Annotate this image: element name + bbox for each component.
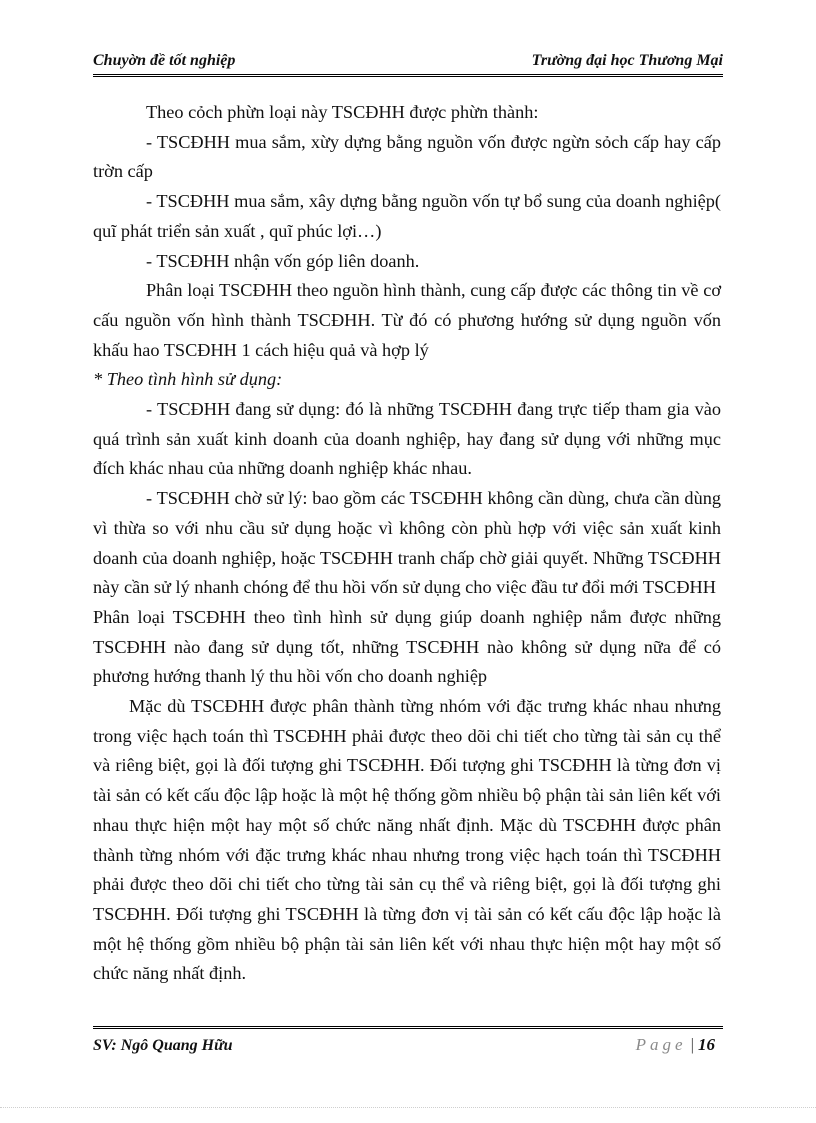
page-label: Page — [635, 1035, 687, 1054]
paragraph: - TSCĐHH chờ sử lý: bao gồm các TSCĐHH không cần dùng, chưa cần dùng vì thừa so với nhu cầu sử dụng hoặc vì không còn phù hợp với việc sản xuất kinh doanh của doanh nghiệp, hoặc TSCĐHH tranh chấp chờ giải quyết. Những TSCĐHH này cần sử lý nhanh chóng để thu hồi vốn sử dụng cho việc đầu tư đổi mới TSCĐHH — [93, 488, 721, 598]
paragraph: - TSCĐHH nhận vốn góp liên doanh. — [146, 250, 420, 271]
paragraph: Phân loại TSCĐHH theo tình hình sử dụng giúp doanh nghiệp nắm được những TSCĐHH nào đang sử dụng tốt, những TSCĐHH nào không sử dụng nữa để có phương hướng thanh lý thu hồi vốn cho doanh nghiệp — [93, 606, 721, 687]
header-left-title: Chuyờn đề tốt nghiệp — [93, 52, 236, 69]
bottom-divider — [0, 1107, 816, 1108]
document-body — [93, 98, 721, 989]
footer-page-indicator — [636, 1035, 715, 1055]
paragraph: - TSCĐHH mua sắm, xừy dựng bằng nguồn vốn được ngừn sỏch cấp hay cấp trờn cấp — [93, 131, 721, 182]
paragraph: Mặc dù TSCĐHH được phân thành từng nhóm với đặc trưng khác nhau nhưng trong việc hạch toán thì TSCĐHH phải được theo dõi chi tiết cho từng tài sản cụ thể và riêng biệt, gọi là đối tượng ghi TSCĐHH. Đối tượng ghi TSCĐHH là từng đơn vị tài sản có kết cấu độc lập hoặc là một hệ thống gồm nhiều bộ phận tài sản liên kết với nhau thực hiện một hay một số chức năng nhất định. Mặc dù TSCĐHH được phân thành từng nhóm với đặc trưng khác nhau nhưng trong việc hạch toán thì TSCĐHH phải được theo dõi chi tiết cho từng tài sản cụ thể và riêng biệt, gọi là đối tượng ghi TSCĐHH. Đối tượng ghi TSCĐHH là từng đơn vị tài sản có kết cấu độc lập hoặc là một hệ thống gồm nhiều bộ phận tài sản liên kết với nhau thực hiện một hay một số chức năng nhất định. — [93, 696, 721, 984]
page-separator: | — [690, 1035, 694, 1054]
paragraph: Theo cỏch phừn loại này TSCĐHH được phừn thành: — [146, 102, 539, 122]
paragraph: Phân loại TSCĐHH theo nguồn hình thành, cung cấp được các thông tin về cơ cấu nguồn vốn hình thành TSCĐHH. Từ đó có phương hướng sử dụng nguồn vốn khấu hao TSCĐHH 1 cách hiệu quả và hợp lý — [93, 280, 721, 360]
paragraph: * Theo tình hình sử dụng: — [93, 369, 283, 390]
footer-author: SV: Ngô Quang Hữu — [93, 1037, 233, 1054]
header-right-title: Trường đại học Thương Mại — [531, 52, 723, 69]
paragraph: - TSCĐHH mua sắm, xây dựng bằng nguồn vốn tự bổ sung của doanh nghiệp( quĩ phát triển sản xuất , quĩ phúc lợi…) — [93, 191, 721, 241]
paragraph: - TSCĐHH đang sử dụng: đó là những TSCĐHH đang trực tiếp tham gia vào quá trình sản xuất kinh doanh của doanh nghiệp, hay đang sử dụng với những mục đích khác nhau của những doanh nghiệp khác nhau. — [93, 399, 721, 479]
page-number: 16 — [698, 1035, 715, 1054]
page-footer — [93, 1026, 723, 1053]
page-header — [93, 52, 723, 77]
